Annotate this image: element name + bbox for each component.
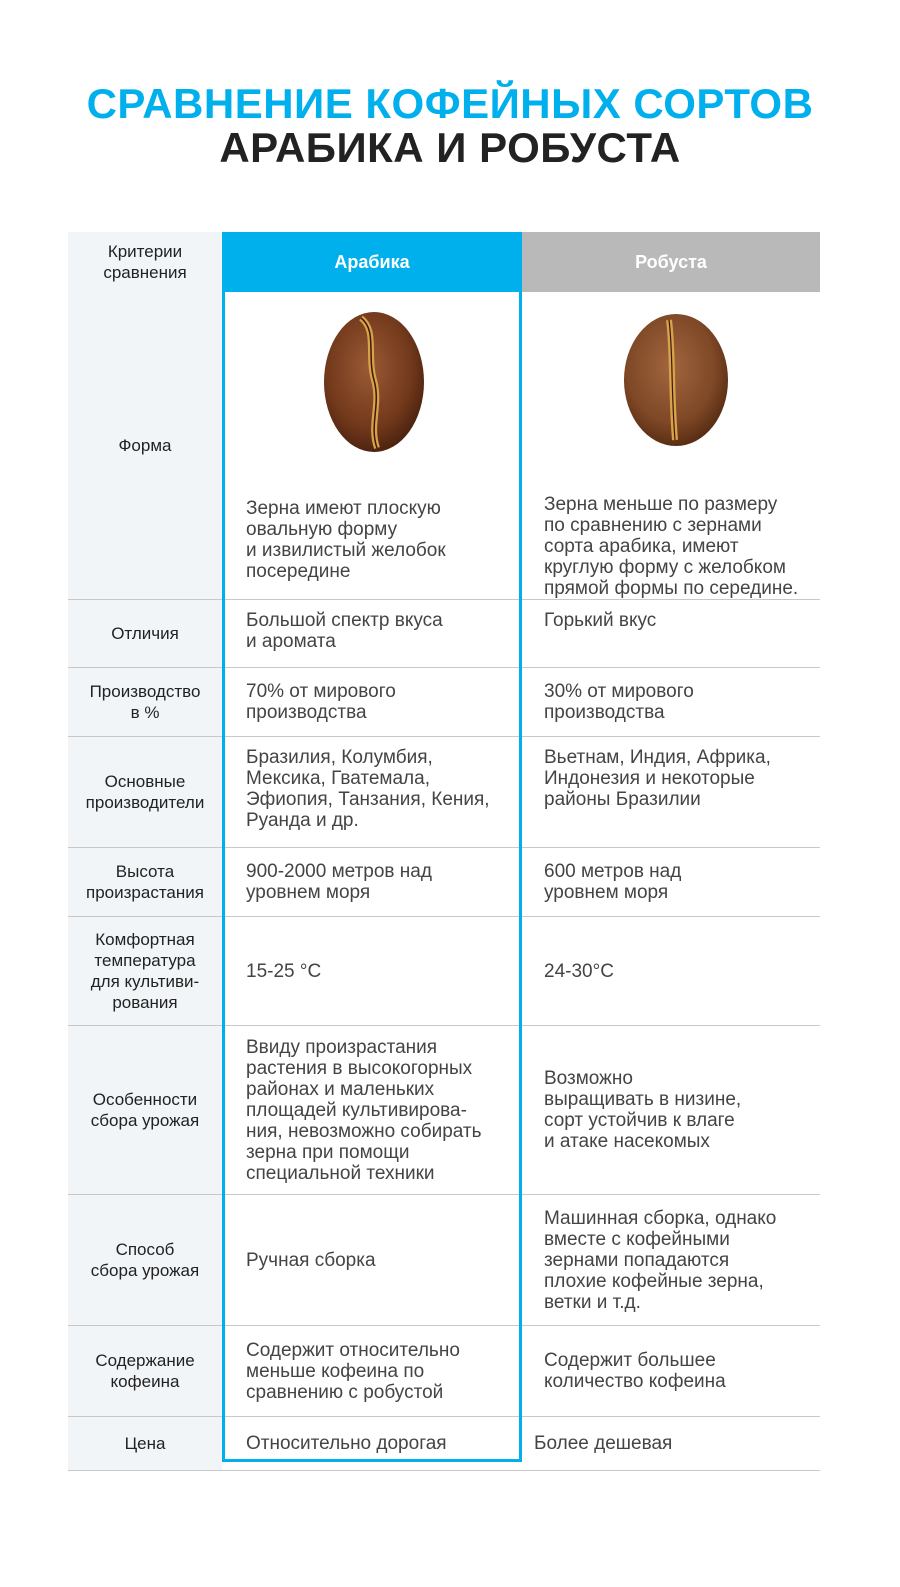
table-header-row: [68, 232, 820, 292]
row-label: Содержание кофеина: [68, 1326, 222, 1416]
robusta-coffee-bean-icon: [621, 310, 731, 450]
robusta-cell: Более дешевая: [534, 1433, 673, 1454]
arabica-cell: Бразилия, Колумбия, Мексика, Гватемала, Эфиопия, Танзания, Кения, Руанда и др.: [246, 747, 490, 831]
row-label: Комфортная температура для культиви- рования: [68, 917, 222, 1025]
row-label: Высота произрастания: [68, 848, 222, 916]
table-row: [68, 668, 820, 737]
row-label: Отличия: [68, 600, 222, 667]
arabica-coffee-bean-icon: [319, 310, 429, 455]
robusta-cell: Возможно выращивать в низине, сорт устойчив к влаге и атаке насекомых: [544, 1068, 742, 1152]
robusta-cell: 600 метров над уровнем моря: [544, 861, 682, 903]
robusta-cell: Вьетнам, Индия, Африка, Индонезия и некоторые районы Бразилии: [544, 747, 771, 810]
row-label: Особенности сбора урожая: [68, 1026, 222, 1194]
arabica-cell: 70% от мирового производства: [246, 681, 396, 723]
robusta-cell: Горький вкус: [544, 610, 657, 631]
arabica-cell: 900-2000 метров над уровнем моря: [246, 861, 432, 903]
header-robusta: Робуста: [522, 232, 820, 292]
robusta-cell: Машинная сборка, однако вместе с кофейными зернами попадаются плохие кофейные зерна, ветки и т.д.: [544, 1207, 777, 1313]
table-row: [68, 1417, 820, 1471]
row-label: Основные производители: [68, 737, 222, 847]
header-criteria: Критерии сравнения: [68, 232, 222, 292]
table-row-form: [68, 292, 820, 600]
table-row: [68, 848, 820, 917]
row-label: Цена: [68, 1417, 222, 1470]
header-arabica: Арабика: [222, 232, 522, 292]
robusta-cell: 24-30°C: [544, 960, 614, 982]
arabica-cell: Относительно дорогая: [246, 1433, 447, 1454]
row-label: Способ сбора урожая: [68, 1195, 222, 1325]
table-row: [68, 1026, 820, 1195]
form-robusta-cell: [522, 292, 820, 599]
arabica-cell: Ручная сборка: [246, 1249, 376, 1271]
form-robusta-text: Зерна меньше по размеру по сравнению с зернами сорта арабика, имеют круглую форму с желобком прямой формы по середине.: [544, 494, 799, 599]
title-line-2: АРАБИКА И РОБУСТА: [219, 124, 681, 171]
arabica-cell: Большой спектр вкуса и аромата: [246, 610, 443, 652]
table-row: [68, 737, 820, 848]
row-label: Форма: [68, 292, 222, 599]
title-line-1: СРАВНЕНИЕ КОФЕЙНЫХ СОРТОВ: [86, 80, 814, 127]
row-label: Производство в %: [68, 668, 222, 736]
form-arabica-cell: [222, 292, 522, 599]
arabica-cell: Ввиду произрастания растения в высокогорных районах и маленьких площадей культивирова- ния, невозможно собирать зерна при помощи специальной техники: [246, 1036, 482, 1184]
arabica-cell: 15-25 °C: [246, 960, 322, 982]
robusta-cell: 30% от мирового производства: [544, 681, 694, 723]
form-arabica-text: Зерна имеют плоскую овальную форму и извилистый желобок посередине: [246, 498, 446, 582]
table-row: [68, 600, 820, 668]
arabica-cell: Содержит относительно меньше кофеина по сравнению с робустой: [246, 1339, 460, 1403]
comparison-table: [68, 232, 820, 1471]
table-row: [68, 917, 820, 1026]
table-row: [68, 1195, 820, 1326]
table-row: [68, 1326, 820, 1417]
robusta-cell: Содержит большее количество кофеина: [544, 1350, 726, 1392]
